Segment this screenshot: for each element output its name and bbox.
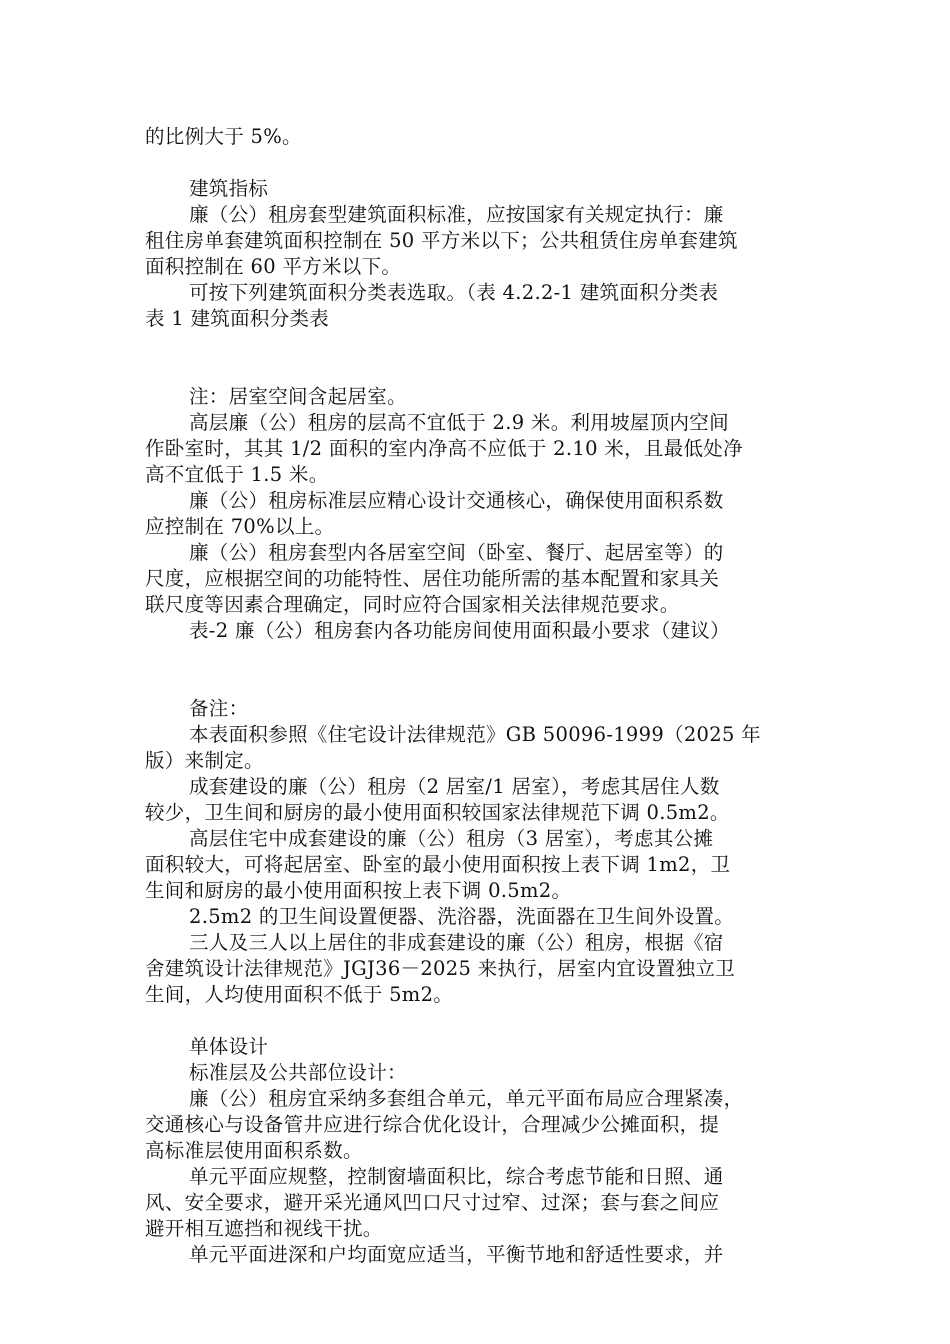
text-line: 本表面积参照《住宅设计法律规范》GB 50096-1999（2025 年 bbox=[189, 723, 761, 746]
text-line: 高标准层使用面积系数。 bbox=[145, 1139, 363, 1162]
text-line: 成套建设的廉（公）租房（2 居室/1 居室），考虑其居住人数 bbox=[189, 775, 720, 798]
text-line: 可按下列建筑面积分类表选取。（表 4.2.2-1 建筑面积分类表 bbox=[189, 281, 719, 304]
text-line: 廉（公）租房套型内各居室空间（卧室、餐厅、起居室等）的 bbox=[189, 541, 724, 564]
text-line: 的比例大于 5%。 bbox=[145, 125, 302, 148]
text-line: 较少，卫生间和厨房的最小使用面积较国家法律规范下调 0.5m2。 bbox=[145, 801, 730, 824]
text-line: 廉（公）租房标准层应精心设计交通核心，确保使用面积系数 bbox=[189, 489, 724, 512]
text-line: 生间，人均使用面积不低于 5m2。 bbox=[145, 983, 454, 1006]
text-line: 租住房单套建筑面积控制在 50 平方米以下；公共租赁住房单套建筑 bbox=[145, 229, 738, 252]
text-line: 高不宜低于 1.5 米。 bbox=[145, 463, 329, 486]
text-line: 舍建筑设计法律规范》JGJ36－2025 来执行，居室内宜设置独立卫 bbox=[145, 957, 736, 980]
text-line: 联尺度等因素合理确定，同时应符合国家相关法律规范要求。 bbox=[145, 593, 680, 616]
note-line: 注：居室空间含起居室。 bbox=[189, 385, 407, 408]
table-caption: 表-2 廉（公）租房套内各功能房间使用面积最小要求（建议） bbox=[189, 619, 730, 642]
text-line: 交通核心与设备管井应进行综合优化设计，合理减少公摊面积，提 bbox=[145, 1113, 720, 1136]
text-line: 高层廉（公）租房的层高不宜低于 2.9 米。利用坡屋顶内空间 bbox=[189, 411, 729, 434]
text-line: 面积控制在 60 平方米以下。 bbox=[145, 255, 402, 278]
text-line: 三人及三人以上居住的非成套建设的廉（公）租房，根据《宿 bbox=[189, 931, 724, 954]
text-line: 面积较大，可将起居室、卧室的最小使用面积按上表下调 1m2，卫 bbox=[145, 853, 731, 876]
section-heading: 建筑指标 bbox=[189, 177, 269, 200]
section-heading: 单体设计 bbox=[189, 1035, 269, 1058]
text-line: 单元平面进深和户均面宽应适当，平衡节地和舒适性要求，并 bbox=[189, 1243, 724, 1266]
text-line: 应控制在 70%以上。 bbox=[145, 515, 335, 538]
table-caption: 表 1 建筑面积分类表 bbox=[145, 307, 330, 330]
text-line: 单元平面应规整，控制窗墙面积比，综合考虑节能和日照、通 bbox=[189, 1165, 724, 1188]
text-line: 高层住宅中成套建设的廉（公）租房（3 居室），考虑其公摊 bbox=[189, 827, 714, 850]
subsection-heading: 标准层及公共部位设计： bbox=[189, 1061, 407, 1084]
text-line: 2.5m2 的卫生间设置便器、洗浴器，洗面器在卫生间外设置。 bbox=[189, 905, 735, 928]
text-line: 廉（公）租房套型建筑面积标准，应按国家有关规定执行：廉 bbox=[189, 203, 724, 226]
text-line: 作卧室时，其其 1/2 面积的室内净高不应低于 2.10 米，且最低处净 bbox=[145, 437, 743, 460]
text-line: 版）来制定。 bbox=[145, 749, 264, 772]
text-line: 风、安全要求，避开采光通风凹口尺寸过窄、过深；套与套之间应 bbox=[145, 1191, 720, 1214]
text-line: 尺度，应根据空间的功能特性、居住功能所需的基本配置和家具关 bbox=[145, 567, 720, 590]
text-line: 廉（公）租房宜采纳多套组合单元，单元平面布局应合理紧凑， bbox=[189, 1087, 744, 1110]
text-line: 避开相互遮挡和视线干扰。 bbox=[145, 1217, 383, 1240]
text-line: 生间和厨房的最小使用面积按上表下调 0.5m2。 bbox=[145, 879, 572, 902]
remarks-heading: 备注： bbox=[189, 697, 249, 720]
